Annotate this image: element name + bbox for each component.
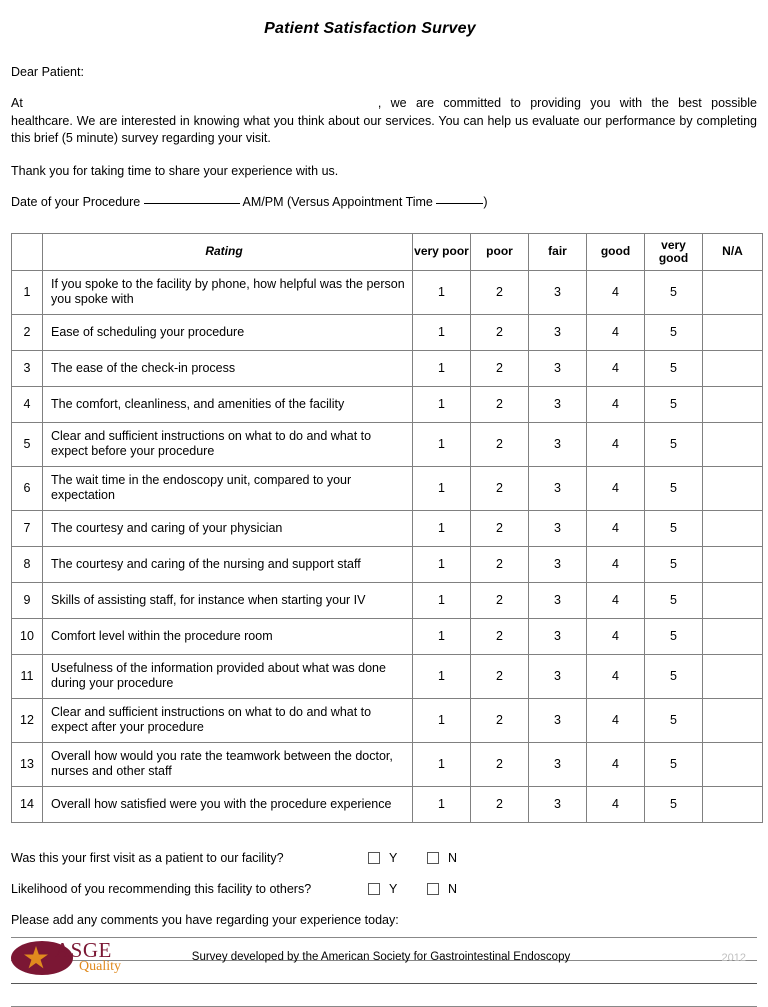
- question-text: Comfort level within the procedure room: [43, 618, 413, 654]
- first-visit-question: Was this your first visit as a patient to our facility?: [11, 850, 284, 865]
- question-text: The courtesy and caring of the nursing and support staff: [43, 546, 413, 582]
- rating-option-2[interactable]: 2: [471, 546, 529, 582]
- question-text: Clear and sufficient instructions on what to do and what to expect after your procedure: [43, 698, 413, 742]
- table-row: [12, 742, 763, 786]
- question-text: Overall how satisfied were you with the procedure experience: [43, 786, 413, 822]
- intro-body: , we are committed to providing you with the best possible healthcare. We are interested in knowing what you think about our services. You can help us evaluate our performance by completing this brief (5 minute) survey regarding your visit.: [11, 96, 757, 145]
- rating-option-1[interactable]: 1: [413, 270, 471, 314]
- rating-option-2[interactable]: 2: [471, 422, 529, 466]
- rating-option-4[interactable]: 4: [587, 314, 645, 350]
- salutation: Dear Patient:: [11, 65, 84, 79]
- appointment-time-blank[interactable]: [436, 203, 483, 204]
- row-number: 5: [12, 422, 43, 466]
- rating-option-5[interactable]: 5: [645, 698, 703, 742]
- intro-paragraph: [11, 95, 757, 148]
- question-text: The wait time in the endoscopy unit, compared to your expectation: [43, 466, 413, 510]
- rating-option-na[interactable]: [703, 270, 763, 314]
- page-footer: [0, 935, 768, 989]
- rating-option-3[interactable]: 3: [529, 386, 587, 422]
- rating-option-3[interactable]: 3: [529, 314, 587, 350]
- rating-option-na[interactable]: [703, 466, 763, 510]
- rating-option-2[interactable]: 2: [471, 270, 529, 314]
- rating-option-3[interactable]: 3: [529, 786, 587, 822]
- rating-option-4[interactable]: 4: [587, 270, 645, 314]
- rating-option-3[interactable]: 3: [529, 510, 587, 546]
- rating-option-1[interactable]: 1: [413, 546, 471, 582]
- rating-option-5[interactable]: 5: [645, 466, 703, 510]
- rating-option-2[interactable]: 2: [471, 742, 529, 786]
- rating-option-na[interactable]: [703, 510, 763, 546]
- rating-option-5[interactable]: 5: [645, 314, 703, 350]
- row-number: 3: [12, 350, 43, 386]
- rating-option-1[interactable]: 1: [413, 466, 471, 510]
- table-row: [12, 270, 763, 314]
- header-rating: Rating: [43, 233, 413, 270]
- table-row: [12, 698, 763, 742]
- ampm-label: AM/PM (Versus Appointment Time: [242, 194, 433, 209]
- first-visit-no-option[interactable]: [427, 851, 486, 865]
- rating-option-3[interactable]: 3: [529, 618, 587, 654]
- rating-option-na[interactable]: [703, 618, 763, 654]
- rating-option-3[interactable]: 3: [529, 546, 587, 582]
- rating-option-na[interactable]: [703, 654, 763, 698]
- row-number: 2: [12, 314, 43, 350]
- rating-option-na[interactable]: [703, 742, 763, 786]
- footer-year: 2012: [721, 952, 746, 964]
- row-number: 1: [12, 270, 43, 314]
- rating-option-1[interactable]: 1: [413, 618, 471, 654]
- rating-option-2[interactable]: 2: [471, 350, 529, 386]
- rating-option-1[interactable]: 1: [413, 422, 471, 466]
- rating-option-3[interactable]: 3: [529, 422, 587, 466]
- rating-option-4[interactable]: 4: [587, 466, 645, 510]
- table-row: [12, 582, 763, 618]
- rating-option-5[interactable]: 5: [645, 422, 703, 466]
- question-text: Usefulness of the information provided about what was done during your procedure: [43, 654, 413, 698]
- table-row: [12, 386, 763, 422]
- rating-option-4[interactable]: 4: [587, 618, 645, 654]
- page-title: Patient Satisfaction Survey: [264, 20, 476, 37]
- table-header: [12, 233, 763, 270]
- question-text: Clear and sufficient instructions on what to do and what to expect before your procedure: [43, 422, 413, 466]
- survey-rating-table: [11, 233, 763, 823]
- comment-line[interactable]: [11, 1006, 757, 1007]
- rating-option-5[interactable]: 5: [645, 786, 703, 822]
- table-row: [12, 350, 763, 386]
- rating-option-1[interactable]: 1: [413, 350, 471, 386]
- no-label: N: [448, 850, 458, 865]
- table-row: [12, 422, 763, 466]
- row-number: 9: [12, 582, 43, 618]
- checkbox-icon[interactable]: [427, 883, 439, 895]
- rating-option-5[interactable]: 5: [645, 386, 703, 422]
- header-scale-fair: fair: [529, 233, 587, 270]
- question-text: Overall how would you rate the teamwork between the doctor, nurses and other staff: [43, 742, 413, 786]
- rating-option-1[interactable]: 1: [413, 510, 471, 546]
- procedure-date-line: [11, 195, 757, 209]
- rating-option-4[interactable]: 4: [587, 698, 645, 742]
- rating-option-5[interactable]: 5: [645, 270, 703, 314]
- date-line-close: ): [483, 194, 488, 209]
- question-text: If you spoke to the facility by phone, how helpful was the person you spoke with: [43, 270, 413, 314]
- question-text: The ease of the check-in process: [43, 350, 413, 386]
- rating-option-na[interactable]: [703, 314, 763, 350]
- rating-option-5[interactable]: 5: [645, 510, 703, 546]
- rating-option-1[interactable]: 1: [413, 786, 471, 822]
- thank-you-text: Thank you for taking time to share your experience with us.: [11, 163, 339, 178]
- rating-option-3[interactable]: 3: [529, 350, 587, 386]
- table-row: [12, 466, 763, 510]
- table-row: [12, 786, 763, 822]
- rating-option-na[interactable]: [703, 546, 763, 582]
- table-header-row: [12, 233, 763, 270]
- rating-option-3[interactable]: 3: [529, 654, 587, 698]
- row-number: 13: [12, 742, 43, 786]
- rating-option-4[interactable]: 4: [587, 654, 645, 698]
- header-scale-good: good: [587, 233, 645, 270]
- table-row: [12, 546, 763, 582]
- no-label: N: [448, 881, 458, 896]
- row-number: 10: [12, 618, 43, 654]
- recommend-question: Likelihood of you recommending this facility to others?: [11, 881, 312, 896]
- recommend-no-option[interactable]: [427, 882, 486, 896]
- procedure-date-blank[interactable]: [144, 203, 240, 204]
- rating-option-5[interactable]: 5: [645, 350, 703, 386]
- rating-option-2[interactable]: 2: [471, 698, 529, 742]
- table-row: [12, 510, 763, 546]
- rating-option-2[interactable]: 2: [471, 386, 529, 422]
- table-body: [12, 270, 763, 822]
- rating-option-2[interactable]: 2: [471, 314, 529, 350]
- rating-option-3[interactable]: 3: [529, 270, 587, 314]
- rating-option-2[interactable]: 2: [471, 654, 529, 698]
- intro-prefix: At: [11, 96, 23, 110]
- procedure-date-label: Date of your Procedure: [11, 194, 141, 209]
- table-row: [12, 314, 763, 350]
- rating-option-2[interactable]: 2: [471, 582, 529, 618]
- yes-label: Y: [389, 850, 398, 865]
- rating-option-na[interactable]: [703, 386, 763, 422]
- row-number: 14: [12, 786, 43, 822]
- yes-no-row: [11, 847, 757, 869]
- question-text: The comfort, cleanliness, and amenities of the facility: [43, 386, 413, 422]
- checkbox-icon[interactable]: [427, 852, 439, 864]
- yes-no-row: [11, 878, 757, 900]
- header-scale-very-poor: very poor: [413, 233, 471, 270]
- rating-option-1[interactable]: 1: [413, 654, 471, 698]
- rating-option-4[interactable]: 4: [587, 742, 645, 786]
- header-scale-poor: poor: [471, 233, 529, 270]
- row-number: 11: [12, 654, 43, 698]
- rating-option-na[interactable]: [703, 582, 763, 618]
- footer-credit-text: Survey developed by the American Society for Gastrointestinal Endoscopy: [191, 951, 571, 963]
- logo-tagline: Quality: [79, 959, 121, 974]
- table-row: [12, 618, 763, 654]
- rating-option-4[interactable]: 4: [587, 546, 645, 582]
- rating-option-1[interactable]: 1: [413, 582, 471, 618]
- rating-option-5[interactable]: 5: [645, 546, 703, 582]
- question-text: Ease of scheduling your procedure: [43, 314, 413, 350]
- recommend-yes-option[interactable]: [368, 882, 427, 896]
- rating-option-4[interactable]: 4: [587, 786, 645, 822]
- rating-option-na[interactable]: [703, 786, 763, 822]
- rating-option-na[interactable]: [703, 698, 763, 742]
- row-number: 6: [12, 466, 43, 510]
- rating-option-5[interactable]: 5: [645, 618, 703, 654]
- rating-option-2[interactable]: 2: [471, 466, 529, 510]
- rating-option-3[interactable]: 3: [529, 742, 587, 786]
- rating-option-4[interactable]: 4: [587, 422, 645, 466]
- table-row: [12, 654, 763, 698]
- rating-option-na[interactable]: [703, 422, 763, 466]
- header-scale-very-good: very good: [645, 233, 703, 270]
- rating-option-5[interactable]: 5: [645, 582, 703, 618]
- rating-option-1[interactable]: 1: [413, 386, 471, 422]
- rating-option-3[interactable]: 3: [529, 582, 587, 618]
- question-text: The courtesy and caring of your physician: [43, 510, 413, 546]
- row-number: 12: [12, 698, 43, 742]
- rating-option-1[interactable]: 1: [413, 698, 471, 742]
- checkbox-icon[interactable]: [368, 852, 380, 864]
- rating-option-1[interactable]: 1: [413, 742, 471, 786]
- yes-no-section: [11, 847, 757, 900]
- rating-option-na[interactable]: [703, 350, 763, 386]
- yes-label: Y: [389, 881, 398, 896]
- rating-option-4[interactable]: 4: [587, 510, 645, 546]
- row-number: 7: [12, 510, 43, 546]
- header-na: N/A: [703, 233, 763, 270]
- comments-prompt: Please add any comments you have regarding your experience today:: [11, 912, 399, 927]
- rating-option-4[interactable]: 4: [587, 350, 645, 386]
- rating-option-3[interactable]: 3: [529, 698, 587, 742]
- rating-option-2[interactable]: 2: [471, 618, 529, 654]
- header-number: [12, 233, 43, 270]
- rating-option-4[interactable]: 4: [587, 582, 645, 618]
- rating-option-1[interactable]: 1: [413, 314, 471, 350]
- rating-option-2[interactable]: 2: [471, 786, 529, 822]
- logo-wordmark: ASGE: [55, 938, 112, 962]
- row-number: 8: [12, 546, 43, 582]
- rating-option-5[interactable]: 5: [645, 742, 703, 786]
- question-text: Skills of assisting staff, for instance when starting your IV: [43, 582, 413, 618]
- checkbox-icon[interactable]: [368, 883, 380, 895]
- rating-option-4[interactable]: 4: [587, 386, 645, 422]
- row-number: 4: [12, 386, 43, 422]
- rating-option-2[interactable]: 2: [471, 510, 529, 546]
- first-visit-yes-option[interactable]: [368, 851, 427, 865]
- rating-option-3[interactable]: 3: [529, 466, 587, 510]
- rating-option-5[interactable]: 5: [645, 654, 703, 698]
